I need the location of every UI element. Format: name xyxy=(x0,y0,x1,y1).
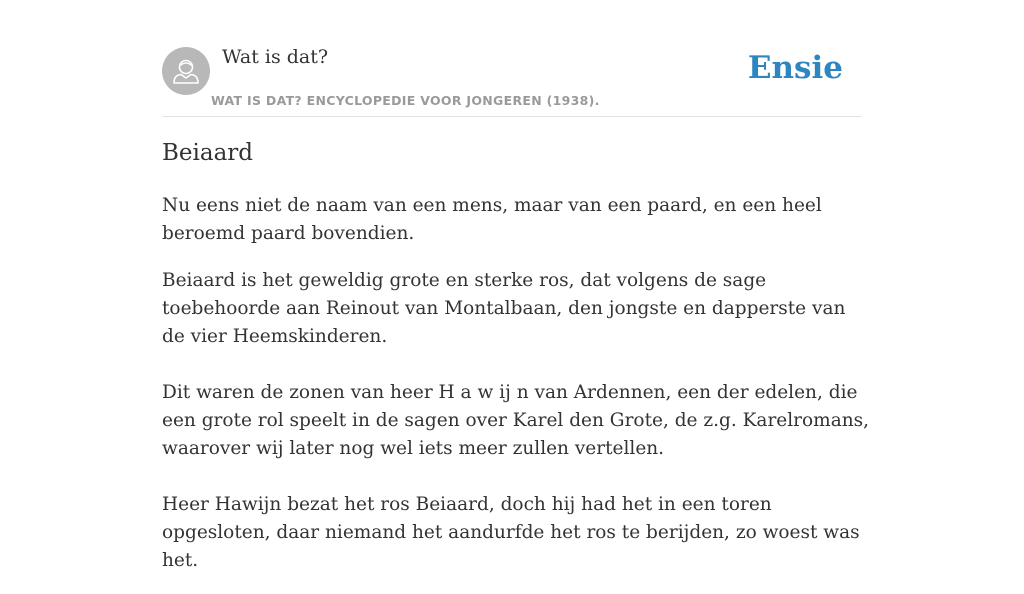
article-paragraph: Nu eens niet de naam van een mens, maar van een paard, en een heel beroemd paard bovendien. xyxy=(162,195,822,244)
article-title: Beiaard xyxy=(162,140,254,166)
user-avatar-icon-graphic xyxy=(162,47,210,95)
source-subtitle: WAT IS DAT? ENCYCLOPEDIE VOOR JONGEREN (1938). xyxy=(211,93,600,108)
source-header xyxy=(162,0,862,117)
article-body xyxy=(162,192,872,594)
article-paragraph: Beiaard is het geweldig grote en sterke ros, dat volgens de sage toebehoorde aan Reinout van Montalbaan, den jongste en dapperste van de vier Heemskinderen. xyxy=(162,270,846,347)
user-avatar-icon[interactable] xyxy=(162,47,210,95)
source-title-link[interactable]: Wat is dat? xyxy=(222,46,329,68)
article-paragraph: Dit waren de zonen van heer H a w ij n van Ardennen, een der edelen, die een grote rol speelt in de sagen over Karel den Grote, de z.g. Karelromans, waarover wij later nog wel iets meer zullen vertellen. xyxy=(162,382,870,459)
ensie-logo-link[interactable]: Ensie xyxy=(747,50,843,86)
article-paragraph: Heer Hawijn bezat het ros Beiaard, doch hij had het in een toren opgesloten, daar niemand het aandurfde het ros te berijden, zo woest was het. xyxy=(162,494,860,571)
